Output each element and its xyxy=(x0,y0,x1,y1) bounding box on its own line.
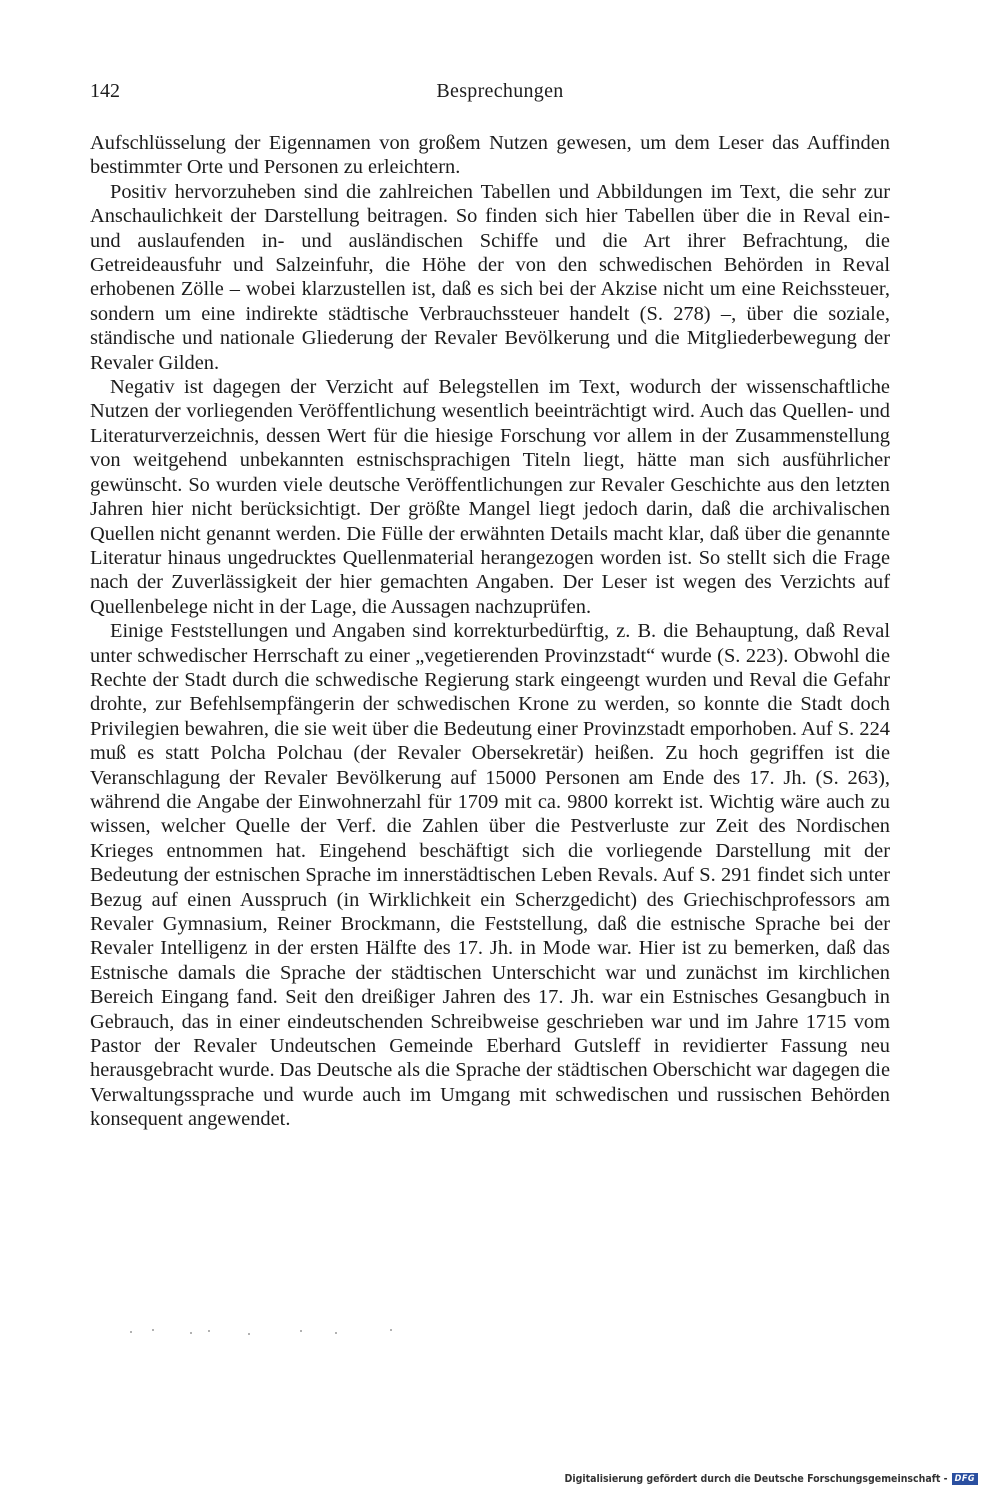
scan-specks xyxy=(130,1327,430,1337)
body-text xyxy=(90,131,890,1132)
digitization-footer xyxy=(565,1473,978,1485)
dfg-logo-icon: DFG xyxy=(952,1473,978,1485)
footer-text: Digitalisierung gefördert durch die Deutsche Forschungsgemeinschaft - xyxy=(564,1473,948,1485)
paragraph-4: Einige Feststellungen und Angaben sind korrekturbedürftig, z. B. die Behauptung, daß Reval unter schwedischer Herrschaft zu einer „vegetierenden Provinzstadt“ wurde (S. 223). Obwohl die Rechte der Stadt durch die schwedische Regierung stark eingeengt wurden und Reval die Gefahr drohte, zur Befehlsempfängerin der schwedischen Krone zu werden, so konnte die Stadt doch Privilegien bewahren, die sie weit über die Bedeutung einer Provinzstadt emporhoben. Auf S. 224 muß es statt Polcha Polchau (der Revaler Obersekretär) heißen. Zu hoch gegriffen ist die Veranschlagung der Revaler Bevölkerung auf 15000 Personen am Ende des 17. Jh. (S. 263), während die Angabe der Einwohnerzahl für 1709 mit ca. 9800 korrekt ist. Wichtig wäre auch zu wissen, welcher Quelle der Verf. die Zahlen über die Pestverluste zur Zeit des Nordischen Krieges entnommen hat. Eingehend beschäftigt sich die vorliegende Darstellung mit der Bedeutung der estnischen Sprache im innerstädtischen Leben Revals. Auf S. 291 findet sich unter Bezug auf einen Ausspruch (in Wirklichkeit ein Scherzgedicht) des Griechischprofessors am Revaler Gymnasium, Reiner Brockmann, die Feststellung, daß die estnische Sprache bei der Revaler Intelligenz in der ersten Hälfte des 17. Jh. in Mode war. Hier ist zu bemerken, daß das Estnische damals die Sprache der städtischen Unterschicht war und zunächst im kirchlichen Bereich Eingang fand. Seit den dreißiger Jahren des 17. Jh. war ein Estnisches Gesangbuch in Gebrauch, das in einer eindeutschenden Schreibweise geschrieben war und im Jahre 1715 vom Pastor der Revaler Undeutschen Gemeinde Eberhard Gutsleff in revidierter Fassung neu herausgebracht wurde. Das Deutsche als die Sprache der städtischen Oberschicht war dagegen die Verwaltungssprache und wurde auch im Umgang mit schwedischen und russischen Behörden konsequent angewendet. xyxy=(90,620,891,1131)
paragraph-3: Negativ ist dagegen der Verzicht auf Belegstellen im Text, wodurch der wissenschaftliche Nutzen der vorliegenden Veröffentlichung wesentlich beeinträchtigt wird. Auch das Quellen- und Literaturverzeichnis, dessen Wert für die hiesige Forschung vor allem in der Zusammenstellung von weitgehend unbekannten estnischsprachigen Titeln liegt, hätte man sich ausführlicher gewünscht. So wurden viele deutsche Veröffentlichungen zur Revaler Geschichte aus den letzten Jahren hier nicht berücksichtigt. Der größte Mangel liegt jedoch darin, daß die archivalischen Quellen nicht genannt werden. Die Fülle der erwähnten Details macht klar, daß über die genannte Literatur hinaus ungedrucktes Quellenmaterial herangezogen worden ist. So stellt sich die Frage nach der Zuverlässigkeit der hier gemachten Angaben. Der Leser ist wegen des Verzichts auf Quellenbelege nicht in der Lage, die Aussagen nachzuprüfen. xyxy=(90,376,890,618)
paragraph-1: Aufschlüsselung der Eigennamen von großem Nutzen gewesen, um dem Leser das Auffinden bestimmter Orte und Personen zu erleichtern. xyxy=(90,132,890,179)
page-number: 142 xyxy=(90,80,120,102)
paragraph-2: Positiv hervorzuheben sind die zahlreichen Tabellen und Abbildungen im Text, die sehr zur Anschaulichkeit der Darstellung beitragen. So finden sich hier Tabellen über die in Reval ein- und auslaufenden in- und ausländischen Schiffe und die Art ihrer Befrachtung, die Getreideausfuhr und Salzeinfuhr, die Höhe der von den schwedischen Behörden in Reval erhobenen Zölle – wobei klarzustellen ist, daß es sich bei der Akzise nicht um eine Reichssteuer, sondern um eine indirekte städtische Verbrauchssteuer handelt (S. 278) –, über die soziale, ständische und nationale Gliederung der Revaler Bevölkerung und die Mitgliederbewegung der Revaler Gilden. xyxy=(90,180,890,374)
running-title: Besprechungen xyxy=(436,80,564,102)
